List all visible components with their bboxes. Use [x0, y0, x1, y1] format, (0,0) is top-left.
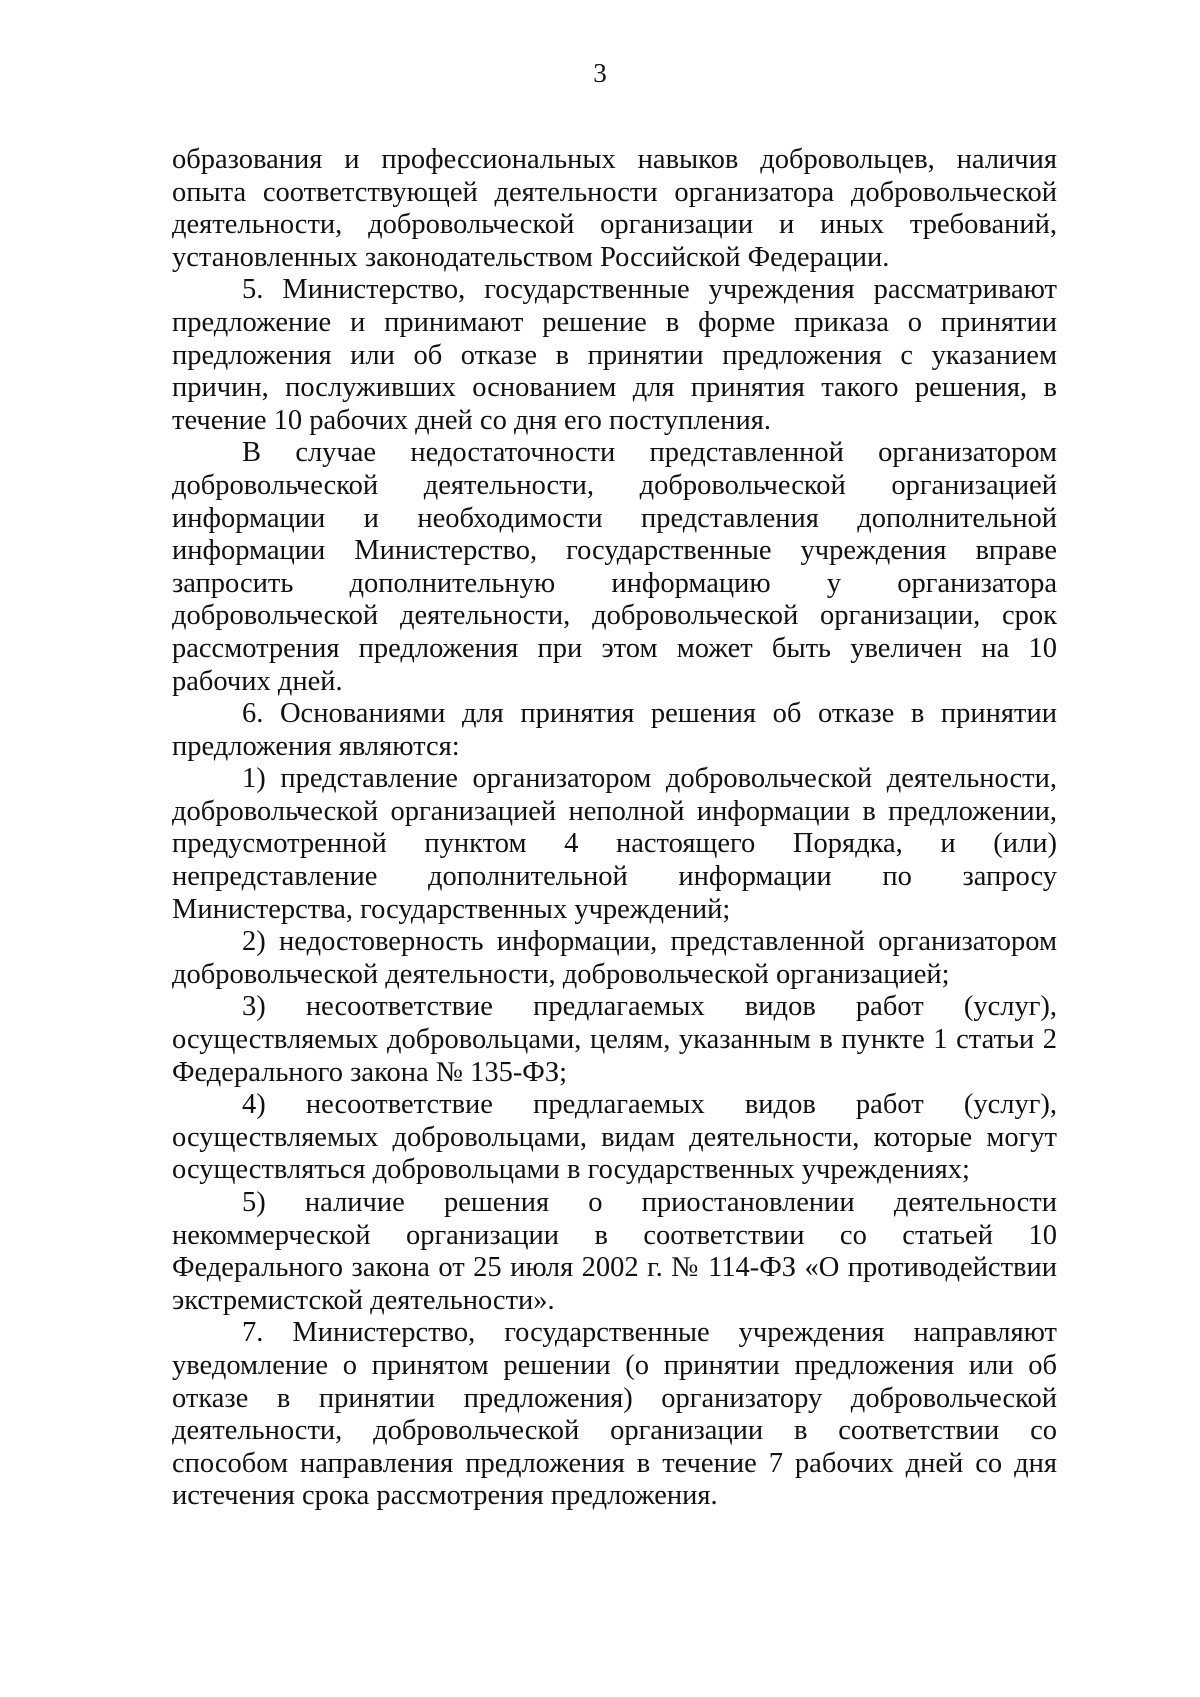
- paragraph-item-6: 6. Основаниями для принятия решения об отказе в принятии предложения являются:: [172, 698, 1057, 762]
- page-number: 3: [593, 58, 607, 88]
- paragraph-item-6-2: 2) недостоверность информации, представленной организатором добровольческой деятельности, добровольческой организацией;: [172, 926, 1057, 990]
- paragraph-item-5: 5. Министерство, государственные учреждения рассматривают предложение и принимают решение в форме приказа о принятии предложения или об отказе в принятии предложения с указанием причин, послуживших основанием для принятия такого решения, в течение 10 рабочих дней со дня его поступления.: [172, 274, 1057, 436]
- paragraph-continuation: образования и профессиональных навыков добровольцев, наличия опыта соответствующей деятельности организатора добровольческой деятельности, добровольческой организации и иных требований, установленных законодательством Российской Федерации.: [172, 144, 1057, 273]
- paragraph-item-6-5: 5) наличие решения о приостановлении деятельности некоммерческой организации в соответствии со статьей 10 Федерального закона от 25 июля 2002 г. № 114-ФЗ «О противодействии экстремистской деятельности».: [172, 1187, 1057, 1316]
- paragraph-item-6-4: 4) несоответствие предлагаемых видов работ (услуг), осуществляемых добровольцами, видам деятельности, которые могут осуществляться добровольцами в государственных учреждениях;: [172, 1089, 1057, 1186]
- paragraph-item-6-3: 3) несоответствие предлагаемых видов работ (услуг), осуществляемых добровольцами, целям, указанным в пункте 1 статьи 2 Федерального закона № 135-ФЗ;: [172, 991, 1057, 1088]
- paragraph-item-6-1: 1) представление организатором добровольческой деятельности, добровольческой организацией неполной информации в предложении, предусмотренной пунктом 4 настоящего Порядка, и (или) непредставление дополнительной информации по запросу Министерства, государственных учреждений;: [172, 763, 1057, 925]
- document-body: [172, 144, 1057, 1513]
- paragraph-item-7: 7. Министерство, государственные учреждения направляют уведомление о принятом решении (о принятии предложения или об отказе в принятии предложения) организатору добровольческой деятельности, добровольческой организации в соответствии со способом направления предложения в течение 7 рабочих дней со дня истечения срока рассмотрения предложения.: [172, 1317, 1057, 1512]
- paragraph-insufficient-info: В случае недостаточности представленной организатором добровольческой деятельности, добровольческой организацией информации и необходимости представления дополнительной информации Министерство, государственные учреждения вправе запросить дополнительную информацию у организатора добровольческой деятельности, добровольческой организации, срок рассмотрения предложения при этом может быть увеличен на 10 рабочих дней.: [172, 437, 1057, 697]
